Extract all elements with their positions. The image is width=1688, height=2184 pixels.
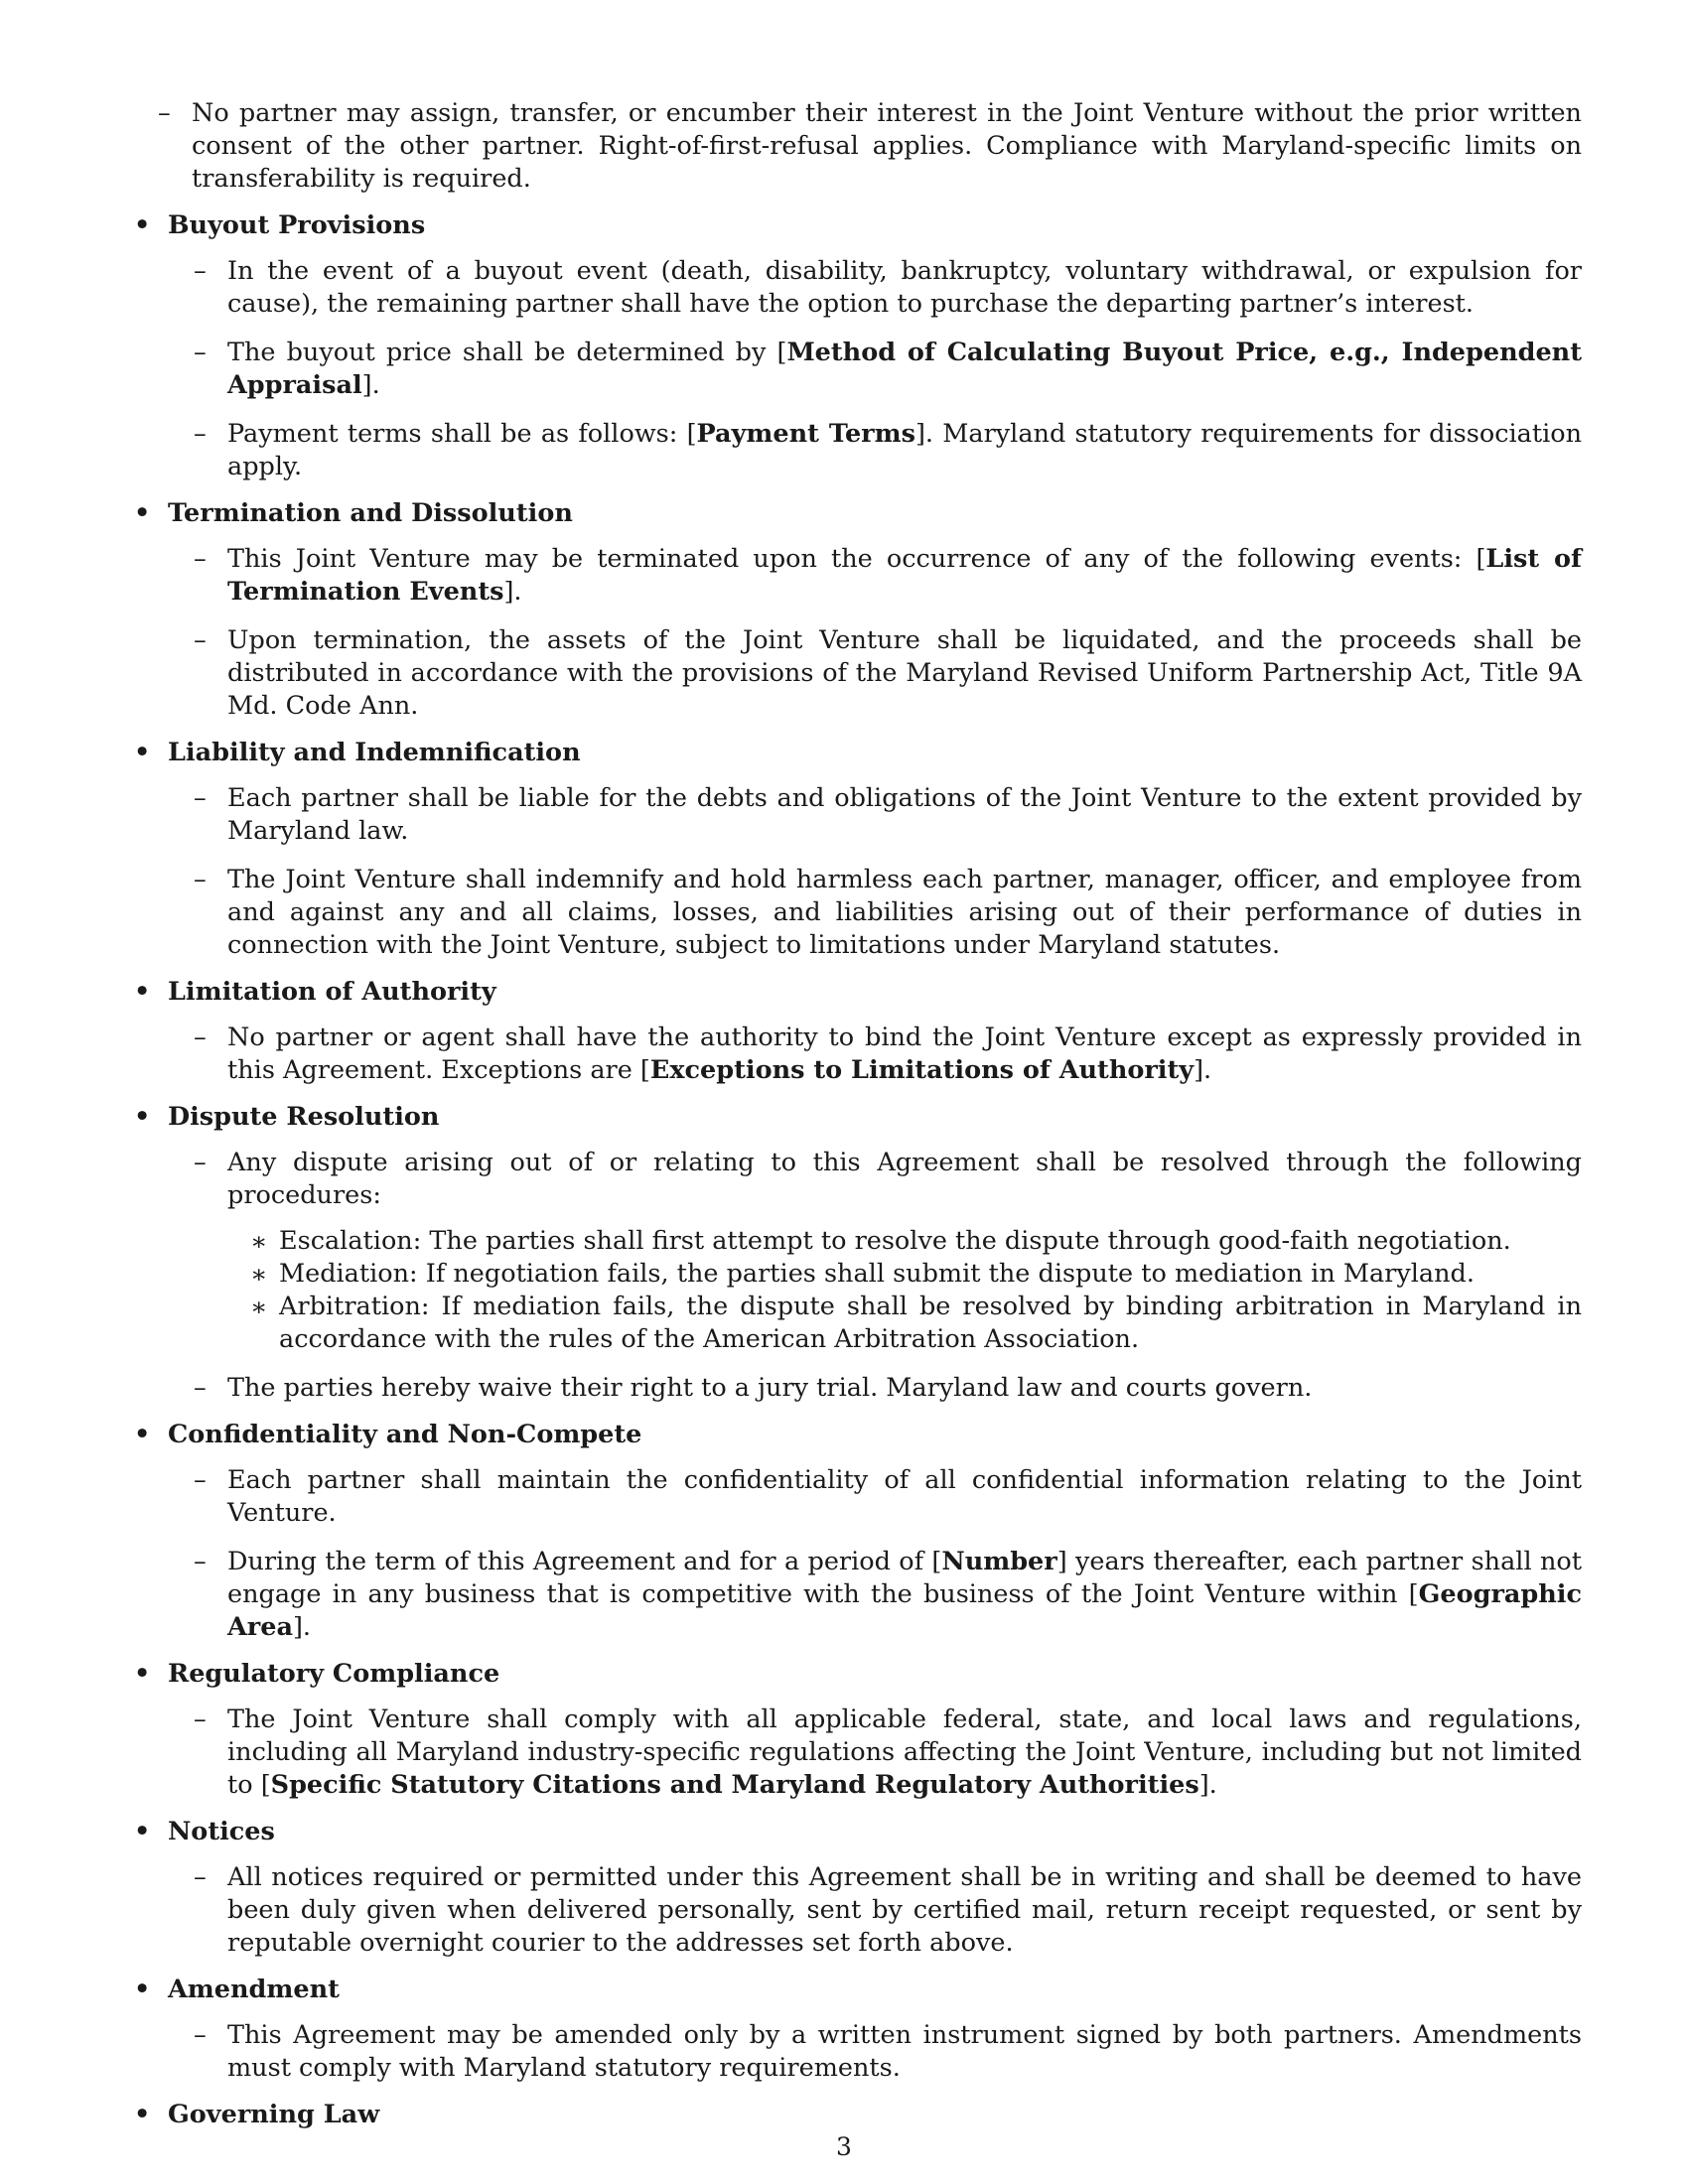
placeholder-text: List of Termination Events [227, 544, 1582, 607]
dash-marker: – [194, 2020, 207, 2050]
section-title: Governing Law [168, 2100, 380, 2129]
list-item [168, 1372, 1582, 1405]
item-text: No partner may assign, transfer, or encumber their interest in the Joint Venture without the prior written consent of the other partner. Right-of-first-refusal applies. Compliance with Maryland-specific limits on transferability is required. [192, 98, 1582, 194]
section-item [132, 1419, 1582, 1644]
section-item [132, 976, 1582, 1087]
item-text [227, 544, 1582, 607]
item-text [227, 338, 1582, 400]
section-item [132, 497, 1582, 723]
list-item [168, 255, 1582, 321]
subitem-list [227, 1225, 1582, 1356]
item-text-segment: ] years thereafter, each partner shall not engage in any business that is competitive with the business of the Joint Venture within [ [227, 1547, 1582, 1609]
bullet-marker: • [134, 498, 151, 528]
item-text [227, 1465, 1582, 1528]
item-list [168, 255, 1582, 483]
asterisk-marker: ∗ [250, 1227, 268, 1257]
dash-marker: – [194, 1373, 207, 1403]
list-item [168, 337, 1582, 402]
item-list [168, 1464, 1582, 1644]
item-text [227, 1862, 1582, 1958]
subitem [227, 1225, 1582, 1258]
dash-marker: – [194, 1862, 207, 1892]
list-item [132, 97, 1582, 196]
item-text [227, 1023, 1582, 1085]
section-title: Amendment [168, 1975, 340, 2004]
item-text-segment: ]. [361, 370, 380, 400]
list-item [168, 1147, 1582, 1356]
section-title: Termination and Dissolution [168, 498, 573, 528]
dash-marker: – [194, 544, 207, 574]
item-text [227, 1705, 1582, 1800]
dash-marker: – [194, 1148, 207, 1177]
item-text-segment: ]. [1194, 1055, 1212, 1085]
list-item [168, 2019, 1582, 2085]
placeholder-text: Geographic Area [227, 1579, 1582, 1642]
list-item [168, 418, 1582, 483]
subitem [227, 1258, 1582, 1291]
item-text [227, 783, 1582, 846]
dash-marker: – [194, 256, 207, 286]
bullet-marker: • [134, 1102, 151, 1132]
list-item [168, 1464, 1582, 1530]
item-text [227, 625, 1582, 721]
list-item [168, 1022, 1582, 1087]
bullet-marker: • [134, 1659, 151, 1689]
list-item [168, 624, 1582, 723]
item-text-segment: ]. Maryland statutory requirements for dissociation apply. [227, 419, 1583, 481]
section-title: Limitation of Authority [168, 977, 496, 1007]
dash-marker: – [194, 865, 207, 894]
item-text-segment: Each partner shall maintain the confidentiality of all confidential information relating to the Joint Venture. [227, 1465, 1582, 1528]
item-text-segment: All notices required or permitted under this Agreement shall be in writing and shall be deemed to have been duly given when delivered personally, sent by certified mail, return receipt requested, or sent by reputable overnight courier to the addresses set forth above. [227, 1862, 1582, 1958]
bullet-marker: • [134, 1975, 151, 2004]
item-text [227, 256, 1582, 319]
bullet-marker: • [134, 738, 151, 767]
subitem-text: Mediation: If negotiation fails, the parties shall submit the dispute to mediation in Maryland. [279, 1259, 1475, 1289]
item-text-segment: During the term of this Agreement and for a period of [ [227, 1547, 942, 1576]
dash-marker: – [194, 1547, 207, 1576]
placeholder-text: Payment Terms [696, 419, 915, 449]
dash-marker: – [158, 98, 171, 128]
item-list [168, 1704, 1582, 1802]
section-title: Confidentiality and Non-Compete [168, 1420, 642, 1449]
item-text-segment: Any dispute arising out of or relating to this Agreement shall be resolved through the following procedures: [227, 1148, 1582, 1210]
section-title: Notices [168, 1817, 275, 1846]
bullet-marker: • [134, 1817, 151, 1846]
item-text-segment: The Joint Venture shall indemnify and hold harmless each partner, manager, officer, and employee from and against any and all claims, losses, and liabilities arising out of their performance of duties in connection with the Joint Venture, subject to limitations under Maryland statutes. [227, 865, 1582, 960]
section-item [132, 1974, 1582, 2085]
item-text-segment: ]. [1198, 1770, 1217, 1800]
item-text [227, 1148, 1582, 1210]
section-item [132, 2099, 1582, 2131]
item-text-segment: In the event of a buyout event (death, disability, bankruptcy, voluntary withdrawal, or expulsion for cause), the remaining partner shall have the option to purchase the departing partner’s interest. [227, 256, 1582, 319]
section-item [132, 209, 1582, 483]
list-item [168, 1861, 1582, 1960]
item-text [227, 419, 1582, 481]
list-item [168, 1704, 1582, 1802]
asterisk-marker: ∗ [250, 1293, 268, 1322]
placeholder-text: Specific Statutory Citations and Maryland Regulatory Authorities [270, 1770, 1199, 1800]
item-text-segment: This Agreement may be amended only by a written instrument signed by both partners. Amendments must comply with Maryland statutory requirements. [227, 2020, 1582, 2083]
section-item [132, 737, 1582, 962]
list-item [168, 864, 1582, 962]
document-page [132, 97, 1582, 2145]
dash-marker: – [194, 1465, 207, 1495]
item-text [227, 865, 1582, 960]
item-list [168, 543, 1582, 723]
section-title: Liability and Indemnification [168, 738, 581, 767]
bullet-marker: • [134, 1420, 151, 1449]
asterisk-marker: ∗ [250, 1260, 268, 1290]
placeholder-text: Exceptions to Limitations of Authority [649, 1055, 1195, 1085]
item-text-segment: The parties hereby waive their right to a jury trial. Maryland law and courts govern. [227, 1373, 1313, 1403]
bullet-marker: • [134, 2100, 151, 2129]
subitem-text: Escalation: The parties shall first attempt to resolve the dispute through good-faith negotiation. [279, 1226, 1511, 1256]
bullet-marker: • [134, 210, 151, 240]
item-list [168, 1022, 1582, 1087]
page-number: 3 [836, 2132, 852, 2161]
list-item [168, 543, 1582, 609]
subitem-text: Arbitration: If mediation fails, the dispute shall be resolved by binding arbitration in Maryland in accordance with the rules of the American Arbitration Association. [279, 1292, 1582, 1354]
dash-marker: – [194, 783, 207, 813]
subitem [227, 1291, 1582, 1356]
item-text-segment: Upon termination, the assets of the Joint Venture shall be liquidated, and the proceeds shall be distributed in accordance with the provisions of the Maryland Revised Uniform Partnership Act, Title 9A Md. Code Ann. [227, 625, 1582, 721]
item-list [168, 782, 1582, 962]
section-title: Dispute Resolution [168, 1102, 440, 1132]
section-title: Regulatory Compliance [168, 1659, 500, 1689]
section-item [132, 1658, 1582, 1802]
bullet-marker: • [134, 977, 151, 1007]
item-text-segment: Each partner shall be liable for the debts and obligations of the Joint Venture to the extent provided by Maryland law. [227, 783, 1582, 846]
item-text-segment: The buyout price shall be determined by [ [227, 338, 787, 367]
list-item [168, 1546, 1582, 1644]
item-text-segment: This Joint Venture may be terminated upon the occurrence of any of the following events: [ [227, 544, 1486, 574]
item-list [168, 2019, 1582, 2085]
item-text [227, 1373, 1312, 1403]
item-list [168, 1147, 1582, 1405]
dash-marker: – [194, 625, 207, 655]
section-item [132, 1816, 1582, 1960]
section-title: Buyout Provisions [168, 210, 426, 240]
item-text-segment: Payment terms shall be as follows: [ [227, 419, 697, 449]
list-item [168, 782, 1582, 848]
item-text-segment: ]. [503, 577, 522, 607]
item-text-segment: No partner or agent shall have the authority to bind the Joint Venture except as expressly provided in this Agreement. Exceptions are [ [227, 1023, 1582, 1085]
dash-marker: – [194, 1023, 207, 1052]
placeholder-text: Number [941, 1547, 1057, 1576]
dash-marker: – [194, 338, 207, 367]
section-list [132, 209, 1582, 2131]
dash-marker: – [194, 1705, 207, 1734]
section-item [132, 1101, 1582, 1405]
placeholder-text: Method of Calculating Buyout Price, e.g., Independent Appraisal [227, 338, 1582, 400]
item-text [227, 1547, 1582, 1642]
item-text-segment: The Joint Venture shall comply with all applicable federal, state, and local laws and regulations, including all Maryland industry-specific regulations affecting the Joint Venture, including but not limited to [ [227, 1705, 1582, 1800]
lead-item-list [132, 97, 1582, 196]
item-text-segment: ]. [292, 1612, 312, 1642]
dash-marker: – [194, 419, 207, 449]
item-list [168, 1861, 1582, 1960]
item-text [227, 2020, 1582, 2083]
